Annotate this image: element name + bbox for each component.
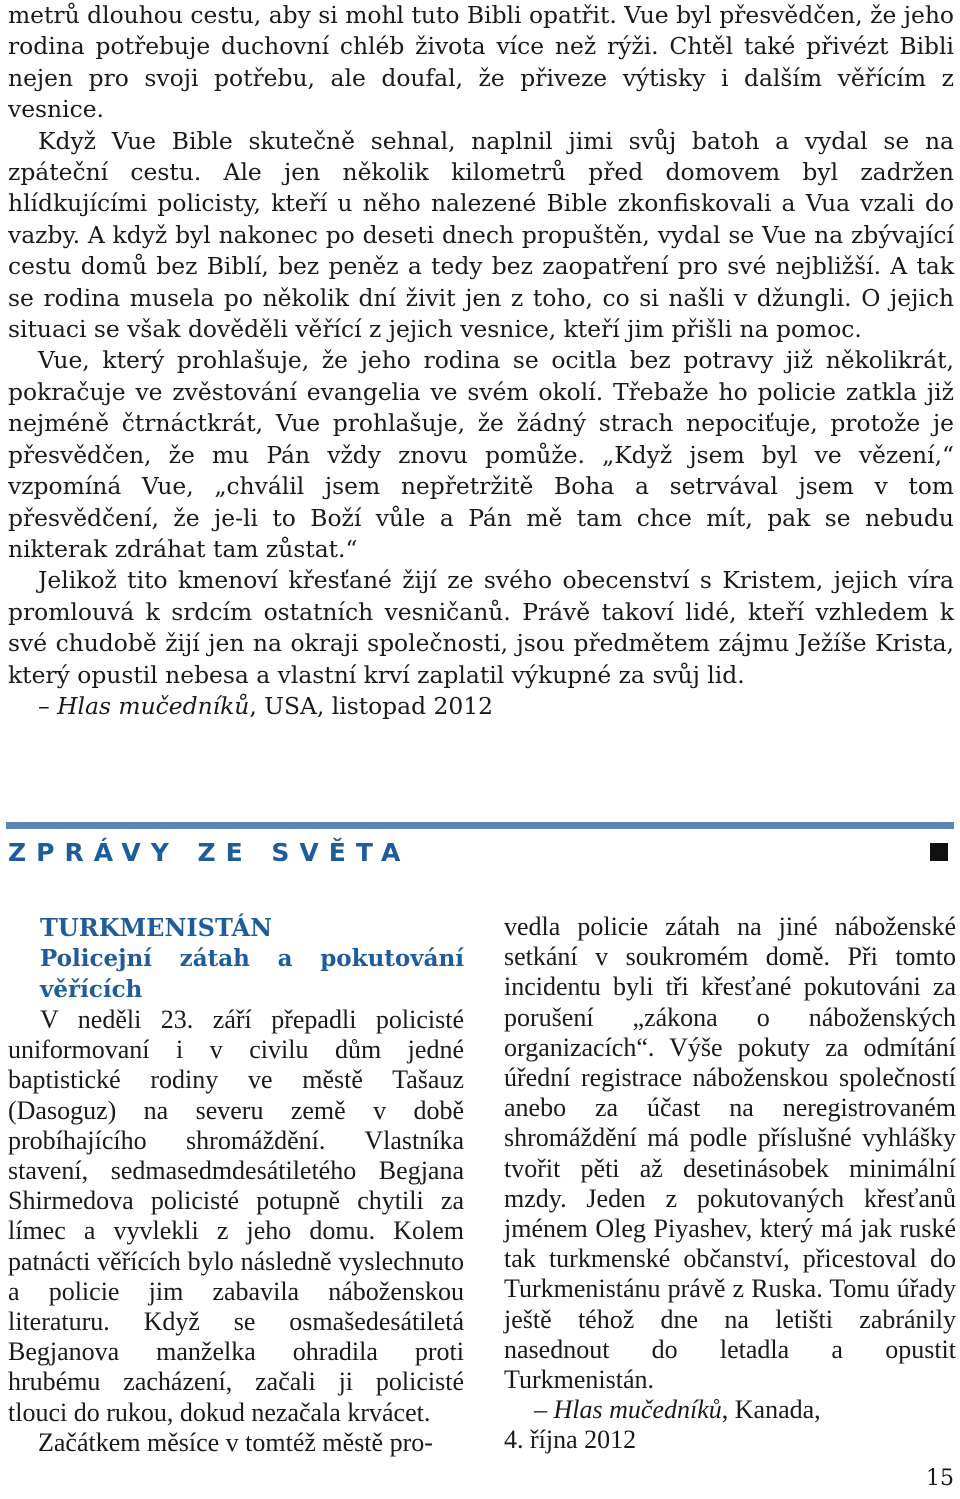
article-source bbox=[8, 691, 954, 722]
section-title: ZPRÁVY ZE SVĚTA bbox=[8, 838, 411, 867]
article-continuation bbox=[8, 0, 954, 722]
source-dash: – bbox=[534, 1395, 547, 1425]
news-paragraph-continued: vedla policie zátah na jiné náboženské setkání v soukromém domě. Při tomto incidentu byli tři křesťané pokutováni za porušení „zákona o náboženských organizacích“. Výše pokuty za odmítání úřední registrace náboženskou společností anebo za účast na neregistrovaném shromáždění má podle příslušné vyhlášky tvořit pěti až desetinásobek minimální mzdy. Jeden z pokutovaných křesťanů jménem Oleg Piyashev, který má jak ruské tak turkmenské občanství, přicestoval do Turkmenistánu právě z Ruska. Tomu úřady ještě téhož dne na letišti zabránily nasednout do letadla a opustit Turkmenistán. bbox=[504, 912, 956, 1395]
news-right-column bbox=[504, 912, 956, 1456]
page-number: 15 bbox=[926, 1466, 954, 1491]
article-paragraph: Jelikož tito kmenoví křesťané žijí ze svého obecenství s Kristem, jejich víra promlouvá k srdcím ostatních vesničanů. Právě takoví lidé, kteří vzhledem k své chudobě žijí jen na okraji společnosti, jsou předmětem zájmu Ježíše Krista, který opustil nebesa a vlastní krví zaplatil výkupné za svůj lid. bbox=[8, 566, 954, 689]
news-paragraph-start: Začátkem měsíce v tomtéž městě pro- bbox=[38, 1427, 433, 1457]
section-divider-bar bbox=[6, 822, 954, 829]
article-paragraph: Když Vue Bible skutečně sehnal, naplnil jimi svůj batoh a vydal se na zpáteční cestu. Ale jen několik kilometrů před domovem byl zadržen hlídkujícími policisty, kteří u něho nalezené Bible zkonfiskovali a Vua vzali do vazby. A když byl nakonec po deseti dnech propuštěn, vydal se Vue na zbývající cestu domů bez Biblí, bez peněz a tedy bez zaopatření pro své nejbližší. A tak se rodina musela po několik dní živit jen z toho, co si našli v džungli. O jejich situaci se však dověděli věřící z jejich vesnice, kteří jim přišli na pomoc. bbox=[8, 126, 954, 344]
news-headline: Policejní zátah a pokutování věřících bbox=[40, 945, 464, 1003]
article-paragraph: Vue, který prohlašuje, že jeho rodina se ocitla bez potravy již několikrát, pokračuje ve zvěstování evangelia ve svém okolí. Třebaže ho policie zatkla již nejméně čtrnáctkrát, Vue prohlašuje, že žádný strach nepociťuje, protože je přesvědčen, že mu Pán vždy znovu pomůže. „Když jsem byl ve vězení,“ vzpomíná Vue, „chválil jsem nepřetržitě Boha a setrvával jsem v tom přesvědčení, že je-li to Boží vůle a Pán mě tam chce mít, pak se nebudu nikterak zdráhat tam zůstat.“ bbox=[8, 346, 954, 563]
news-paragraph: V neděli 23. září přepadli policisté uniformovaní i v civilu dům jedné baptistické rodiny ve městě Tašauz (Dasoguz) na severu země v době probíhajícího shromáždění. Vlastníka stavení, sedmasedmdesátiletého Begjana Shirmedova policisté potupně chytili za límec a vyvlekli z jeho domu. Kolem patnácti věřících bylo následně vyslechnuto a policie jim zabavila náboženskou literaturu. Když se osmašedesátiletá Begjanova manželka ohradila proti hrubému zacházení, začali ji policisté tlouci do rukou, dokud nezačala krvácet. bbox=[8, 1005, 464, 1427]
news-country: TURKMENISTÁN bbox=[40, 913, 273, 942]
source-details: , USA, listopad 2012 bbox=[249, 691, 494, 720]
section-square-marker bbox=[930, 843, 948, 861]
source-name: Hlas mučedníků bbox=[57, 691, 250, 720]
source-dash: – bbox=[38, 691, 50, 720]
source-name: Hlas mučedníků bbox=[553, 1395, 722, 1425]
news-source bbox=[504, 1395, 956, 1425]
news-left-column bbox=[8, 912, 464, 1458]
article-paragraph: metrů dlouhou cestu, aby si mohl tuto Bibli opatřit. Vue byl přesvědčen, že jeho rodina potřebuje duchovní chléb života více než rýži. Chtěl také přivézt Bibli nejen pro svoji potřebu, ale doufal, že přiveze výtisky i dalším věřícím z vesnice. bbox=[8, 1, 954, 124]
news-source-date: 4. října 2012 bbox=[504, 1425, 637, 1455]
source-details: , Kanada, bbox=[721, 1395, 821, 1425]
